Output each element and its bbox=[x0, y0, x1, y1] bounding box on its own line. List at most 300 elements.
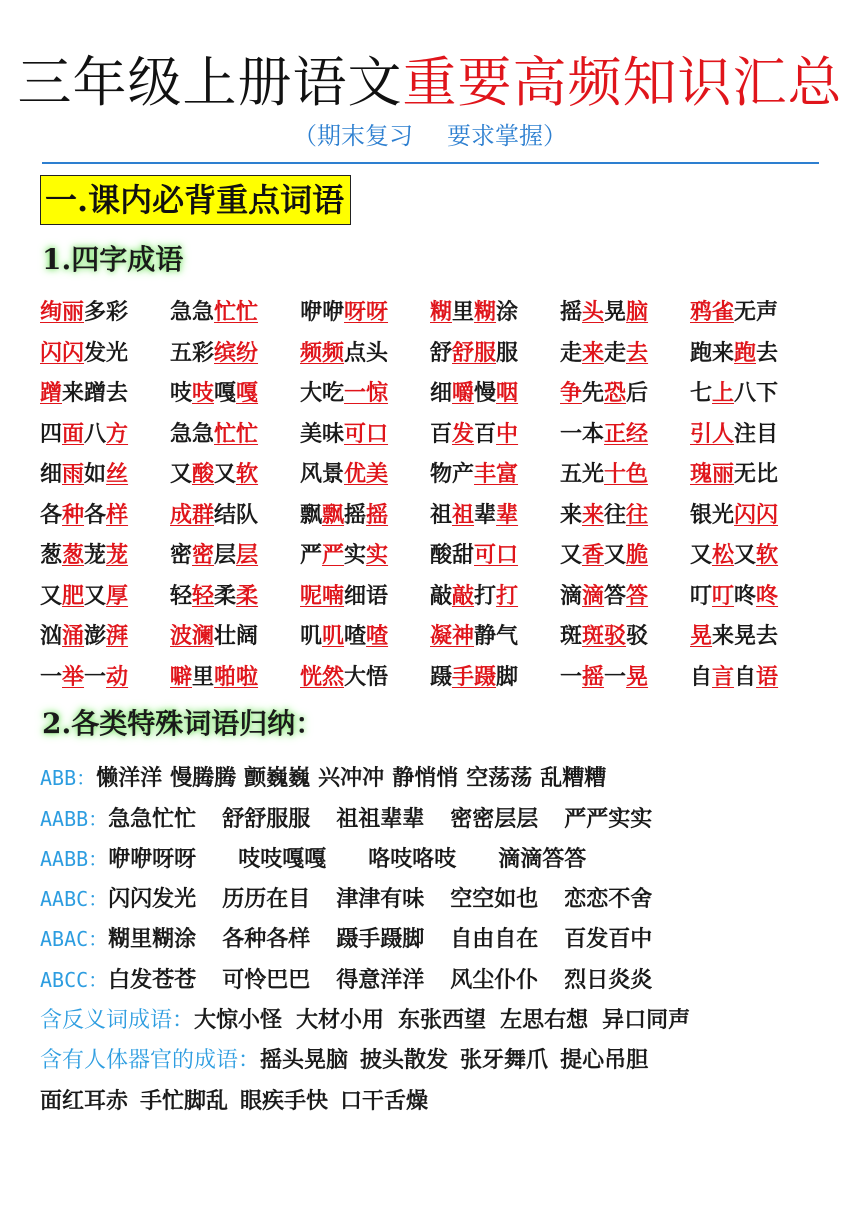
title-divider bbox=[42, 162, 819, 164]
idiom-row bbox=[40, 576, 830, 617]
idiom-cell bbox=[560, 657, 690, 698]
idiom-cell bbox=[560, 454, 690, 495]
idiom-key-chars: 正经 bbox=[604, 420, 649, 447]
idiom-chars: 喳 bbox=[344, 623, 367, 649]
idiom-row bbox=[40, 535, 830, 576]
idiom-chars: 葱 bbox=[40, 542, 63, 568]
idiom-cell bbox=[690, 657, 820, 698]
idiom-chars: 美味 bbox=[300, 420, 345, 447]
idiom-chars: 一 bbox=[84, 663, 107, 690]
subheading-four-char-idioms: 1.四字成语 bbox=[42, 243, 184, 276]
idiom-key-chars: 蹭 bbox=[40, 380, 63, 406]
idiom-chars: 百 bbox=[430, 420, 453, 447]
idiom-key-chars: 恍然 bbox=[300, 663, 345, 690]
idiom-chars: 去 bbox=[756, 339, 779, 366]
subtitle-right: 要求掌握） bbox=[447, 122, 567, 150]
idiom-key-chars: 厚 bbox=[106, 582, 129, 609]
idiom-key-chars: 缤纷 bbox=[214, 339, 259, 366]
idiom-cell bbox=[300, 373, 430, 414]
idiom-key-chars: 柔 bbox=[236, 582, 259, 609]
idiom-key-chars: 香 bbox=[582, 542, 605, 568]
category-word: 乱糟糟 bbox=[540, 765, 607, 791]
category-label: ABCC： bbox=[40, 968, 109, 992]
category-word: 慢腾腾 bbox=[170, 765, 237, 791]
idiom-key-chars: 丝 bbox=[106, 461, 129, 487]
idiom-cell bbox=[560, 333, 690, 374]
section-heading-1: 一.课内必背重点词语 bbox=[40, 175, 351, 225]
idiom-chars: 走 bbox=[560, 339, 583, 366]
category-word: 烈日炎炎 bbox=[564, 967, 653, 993]
idiom-chars: 柔 bbox=[214, 582, 237, 609]
idiom-key-chars: 嘎 bbox=[236, 380, 259, 406]
category-word: 口干舌燥 bbox=[340, 1088, 429, 1114]
idiom-chars: 四 bbox=[40, 420, 63, 447]
idiom-cell bbox=[300, 495, 430, 536]
idiom-chars: 又 bbox=[170, 461, 193, 487]
idiom-chars: 各 bbox=[84, 501, 107, 528]
idiom-key-chars: 啪啦 bbox=[214, 663, 259, 690]
idiom-chars: 蹑 bbox=[430, 663, 453, 690]
idiom-chars: 细 bbox=[40, 461, 63, 487]
idiom-chars: 又 bbox=[690, 542, 713, 568]
idiom-key-chars: 恐 bbox=[604, 380, 627, 406]
idiom-chars: 敲 bbox=[430, 582, 453, 609]
category-word: 祖祖辈辈 bbox=[336, 806, 425, 832]
idiom-chars: 无声 bbox=[734, 299, 779, 325]
idiom-key-chars: 答 bbox=[626, 582, 649, 609]
idiom-chars: 多彩 bbox=[84, 299, 129, 325]
idiom-chars: 又 bbox=[40, 582, 63, 609]
idiom-chars: 八 bbox=[84, 420, 107, 447]
idiom-key-chars: 斑驳 bbox=[582, 623, 627, 649]
idiom-chars: 斑 bbox=[560, 623, 583, 649]
idiom-chars: 吱 bbox=[170, 380, 193, 406]
idiom-chars: 叽 bbox=[300, 623, 323, 649]
title-black: 三年级上册语文 bbox=[17, 51, 403, 114]
idiom-cell bbox=[170, 495, 300, 536]
idiom-key-chars: 湃 bbox=[106, 623, 129, 649]
idiom-key-chars: 摇 bbox=[366, 501, 389, 528]
category-label: ABAC： bbox=[40, 927, 109, 951]
idiom-key-chars: 打 bbox=[496, 582, 519, 609]
idiom-key-chars: 喳 bbox=[366, 623, 389, 649]
idiom-chars: 咚 bbox=[734, 582, 757, 609]
idiom-key-chars: 样 bbox=[106, 501, 129, 528]
page-title bbox=[0, 48, 860, 118]
idiom-key-chars: 可口 bbox=[474, 542, 519, 568]
idiom-key-chars: 呢喃 bbox=[300, 582, 345, 609]
category-label: 含有人体器官的成语： bbox=[40, 1048, 261, 1073]
idiom-cell bbox=[690, 414, 820, 455]
idiom-chars: 细语 bbox=[344, 582, 389, 609]
idiom-cell bbox=[690, 333, 820, 374]
idiom-cell bbox=[430, 333, 560, 374]
idiom-cell bbox=[430, 373, 560, 414]
idiom-chars: 点头 bbox=[344, 339, 389, 366]
idiom-chars: 层 bbox=[214, 542, 237, 568]
idiom-chars: 摇 bbox=[344, 501, 367, 528]
idiom-chars: 八下 bbox=[734, 380, 779, 406]
idiom-key-chars: 手蹑 bbox=[452, 663, 497, 690]
idiom-cell bbox=[690, 292, 820, 333]
category-word: 密密层层 bbox=[450, 806, 539, 832]
idiom-key-chars: 上 bbox=[712, 380, 735, 406]
category-word: 懒洋洋 bbox=[96, 765, 163, 791]
category-word: 眼疾手快 bbox=[240, 1088, 329, 1114]
idiom-cell bbox=[170, 616, 300, 657]
idiom-chars: 银光 bbox=[690, 501, 735, 528]
idiom-chars: 大悟 bbox=[344, 663, 389, 690]
idiom-chars: 注目 bbox=[734, 420, 779, 447]
idiom-key-chars: 争 bbox=[560, 380, 583, 406]
idiom-key-chars: 往 bbox=[626, 501, 649, 528]
idiom-chars: 一 bbox=[560, 663, 583, 690]
idiom-chars: 后 bbox=[626, 380, 649, 406]
idiom-row bbox=[40, 292, 830, 333]
idiom-key-chars: 酸 bbox=[192, 461, 215, 487]
idiom-cell bbox=[560, 373, 690, 414]
idiom-cell bbox=[40, 535, 170, 576]
idiom-chars: 物产 bbox=[430, 461, 475, 487]
idiom-chars: 风景 bbox=[300, 461, 345, 487]
idiom-cell bbox=[560, 495, 690, 536]
idiom-row bbox=[40, 495, 830, 536]
idiom-chars: 叮 bbox=[690, 582, 713, 609]
category-line bbox=[40, 758, 830, 798]
idiom-chars: 自 bbox=[690, 663, 713, 690]
category-word: 颤巍巍 bbox=[244, 765, 311, 791]
idiom-key-chars: 鸦雀 bbox=[690, 299, 735, 325]
idiom-cell bbox=[690, 535, 820, 576]
category-word: 可怜巴巴 bbox=[222, 967, 311, 993]
idiom-key-chars: 肥 bbox=[62, 582, 85, 609]
idiom-chars: 大吃 bbox=[300, 380, 345, 406]
idiom-key-chars: 严 bbox=[322, 542, 345, 568]
idiom-chars: 一 bbox=[40, 663, 63, 690]
category-line bbox=[40, 960, 830, 1000]
idiom-cell bbox=[690, 454, 820, 495]
idiom-cell bbox=[300, 454, 430, 495]
idiom-key-chars: 闪闪 bbox=[734, 501, 779, 528]
idiom-chars: 五彩 bbox=[170, 339, 215, 366]
idiom-chars: 七 bbox=[690, 380, 713, 406]
category-word: 滴滴答答 bbox=[498, 846, 587, 872]
category-word: 摇头晃脑 bbox=[260, 1047, 349, 1073]
idiom-chars: 实 bbox=[344, 542, 367, 568]
idiom-cell bbox=[560, 616, 690, 657]
idiom-cell bbox=[300, 292, 430, 333]
category-word: 大惊小怪 bbox=[194, 1007, 283, 1033]
idiom-chars: 嘎 bbox=[214, 380, 237, 406]
idiom-chars: 五光 bbox=[560, 461, 605, 487]
idiom-key-chars: 动 bbox=[106, 663, 129, 690]
idiom-cell bbox=[170, 657, 300, 698]
idiom-chars: 祖 bbox=[430, 501, 453, 528]
idiom-key-chars: 波澜 bbox=[170, 623, 215, 649]
idiom-key-chars: 来 bbox=[582, 339, 605, 366]
idiom-chars: 结队 bbox=[214, 501, 259, 528]
idiom-chars: 壮阔 bbox=[214, 623, 259, 649]
idiom-cell bbox=[300, 576, 430, 617]
category-word: 白发苍苍 bbox=[108, 967, 197, 993]
idiom-cell bbox=[690, 495, 820, 536]
idiom-key-chars: 面 bbox=[62, 420, 85, 447]
subtitle-left: （期末复习 bbox=[293, 122, 413, 150]
idiom-key-chars: 滴 bbox=[582, 582, 605, 609]
idiom-key-chars: 中 bbox=[496, 420, 519, 447]
category-line bbox=[40, 919, 830, 959]
idiom-key-chars: 晃 bbox=[690, 623, 713, 649]
idiom-cell bbox=[40, 373, 170, 414]
idiom-key-chars: 晃 bbox=[626, 663, 649, 690]
idiom-cell bbox=[300, 657, 430, 698]
idiom-chars: 各 bbox=[40, 501, 63, 528]
idiom-key-chars: 发 bbox=[452, 420, 475, 447]
idiom-key-chars: 脆 bbox=[626, 542, 649, 568]
idiom-chars: 急急 bbox=[170, 420, 215, 447]
idiom-chars: 来晃去 bbox=[712, 623, 779, 649]
idiom-cell bbox=[300, 333, 430, 374]
idiom-chars: 走 bbox=[604, 339, 627, 366]
idiom-chars: 如 bbox=[84, 461, 107, 487]
category-word: 异口同声 bbox=[602, 1007, 691, 1033]
idiom-key-chars: 种 bbox=[62, 501, 85, 528]
idiom-key-chars: 跑 bbox=[734, 339, 757, 366]
idiom-chars: 里 bbox=[452, 299, 475, 325]
idiom-chars: 咿咿 bbox=[300, 299, 345, 325]
category-line bbox=[40, 1040, 830, 1081]
category-word: 兴冲冲 bbox=[318, 765, 385, 791]
category-word: 空空如也 bbox=[450, 886, 539, 912]
idiom-chars: 无比 bbox=[734, 461, 779, 487]
category-word: 提心吊胆 bbox=[560, 1047, 649, 1073]
idiom-row bbox=[40, 454, 830, 495]
category-word: 蹑手蹑脚 bbox=[336, 926, 425, 952]
idiom-key-chars: 吱 bbox=[192, 380, 215, 406]
idiom-chars: 一本 bbox=[560, 420, 605, 447]
idiom-key-chars: 软 bbox=[236, 461, 259, 487]
idiom-chars: 静气 bbox=[474, 623, 519, 649]
idiom-grid bbox=[40, 292, 830, 697]
idiom-key-chars: 语 bbox=[756, 663, 779, 690]
idiom-key-chars: 糊 bbox=[474, 299, 497, 325]
category-word: 大材小用 bbox=[296, 1007, 385, 1033]
category-word: 左思右想 bbox=[500, 1007, 589, 1033]
idiom-chars: 又 bbox=[604, 542, 627, 568]
idiom-key-chars: 涌 bbox=[62, 623, 85, 649]
idiom-cell bbox=[690, 373, 820, 414]
idiom-chars: 舒 bbox=[430, 339, 453, 366]
category-label: ABB： bbox=[40, 766, 97, 790]
category-word: 披头散发 bbox=[360, 1047, 449, 1073]
idiom-chars: 茏 bbox=[84, 542, 107, 568]
idiom-chars: 来 bbox=[560, 501, 583, 528]
idiom-cell bbox=[430, 657, 560, 698]
idiom-chars: 又 bbox=[84, 582, 107, 609]
idiom-key-chars: 软 bbox=[756, 542, 779, 568]
idiom-chars: 滴 bbox=[560, 582, 583, 609]
idiom-cell bbox=[40, 576, 170, 617]
idiom-chars: 慢 bbox=[474, 380, 497, 406]
category-word: 咯吱咯吱 bbox=[368, 846, 457, 872]
category-word: 糊里糊涂 bbox=[108, 926, 197, 952]
idiom-key-chars: 引人 bbox=[690, 420, 735, 447]
idiom-cell bbox=[40, 616, 170, 657]
idiom-key-chars: 糊 bbox=[430, 299, 453, 325]
idiom-cell bbox=[430, 616, 560, 657]
category-word: 各种各样 bbox=[222, 926, 311, 952]
idiom-key-chars: 频频 bbox=[300, 339, 345, 366]
idiom-cell bbox=[430, 292, 560, 333]
idiom-key-chars: 十色 bbox=[604, 461, 649, 487]
idiom-cell bbox=[690, 576, 820, 617]
idiom-chars: 百 bbox=[474, 420, 497, 447]
category-word: 面红耳赤 bbox=[40, 1088, 129, 1114]
idiom-chars: 又 bbox=[734, 542, 757, 568]
idiom-chars: 跑来 bbox=[690, 339, 735, 366]
idiom-key-chars: 来 bbox=[582, 501, 605, 528]
idiom-key-chars: 轻 bbox=[192, 582, 215, 609]
idiom-row bbox=[40, 333, 830, 374]
idiom-cell bbox=[560, 414, 690, 455]
idiom-cell bbox=[40, 454, 170, 495]
idiom-cell bbox=[170, 373, 300, 414]
category-word: 静悄悄 bbox=[392, 765, 459, 791]
subheading-special-words: 2.各类特殊词语归纳： bbox=[42, 707, 324, 740]
category-word: 东张西望 bbox=[398, 1007, 487, 1033]
idiom-key-chars: 去 bbox=[626, 339, 649, 366]
idiom-cell bbox=[170, 333, 300, 374]
idiom-chars: 一 bbox=[604, 663, 627, 690]
idiom-cell bbox=[430, 576, 560, 617]
idiom-key-chars: 凝神 bbox=[430, 623, 475, 649]
idiom-cell bbox=[560, 535, 690, 576]
category-label: AABB： bbox=[40, 847, 109, 871]
idiom-cell bbox=[560, 292, 690, 333]
idiom-key-chars: 举 bbox=[62, 663, 85, 690]
category-word: 自由自在 bbox=[450, 926, 539, 952]
category-word: 历历在目 bbox=[222, 886, 311, 912]
idiom-cell bbox=[300, 414, 430, 455]
idiom-cell bbox=[430, 495, 560, 536]
idiom-chars: 驳 bbox=[626, 623, 649, 649]
category-word: 闪闪发光 bbox=[108, 886, 197, 912]
idiom-chars: 严 bbox=[300, 542, 323, 568]
idiom-key-chars: 一惊 bbox=[344, 380, 389, 406]
idiom-chars: 急急 bbox=[170, 299, 215, 325]
idiom-key-chars: 成群 bbox=[170, 501, 215, 528]
idiom-chars: 又 bbox=[560, 542, 583, 568]
category-word: 张牙舞爪 bbox=[460, 1047, 549, 1073]
idiom-key-chars: 嚼 bbox=[452, 380, 475, 406]
idiom-key-chars: 舒服 bbox=[452, 339, 497, 366]
category-line bbox=[40, 799, 830, 839]
category-word: 风尘仆仆 bbox=[450, 967, 539, 993]
idiom-chars: 涂 bbox=[496, 299, 519, 325]
idiom-key-chars: 言 bbox=[712, 663, 735, 690]
idiom-key-chars: 葱 bbox=[62, 542, 85, 568]
idiom-chars: 酸甜 bbox=[430, 542, 475, 568]
category-word: 空荡荡 bbox=[466, 765, 533, 791]
idiom-cell bbox=[430, 535, 560, 576]
idiom-chars: 来蹭去 bbox=[62, 380, 129, 406]
idiom-key-chars: 闪闪 bbox=[40, 339, 85, 366]
idiom-key-chars: 叮 bbox=[712, 582, 735, 609]
idiom-chars: 晃 bbox=[604, 299, 627, 325]
idiom-cell bbox=[40, 333, 170, 374]
idiom-key-chars: 飘 bbox=[322, 501, 345, 528]
idiom-cell bbox=[40, 657, 170, 698]
idiom-chars: 往 bbox=[604, 501, 627, 528]
idiom-key-chars: 祖 bbox=[452, 501, 475, 528]
idiom-cell bbox=[170, 535, 300, 576]
idiom-cell bbox=[40, 414, 170, 455]
idiom-key-chars: 辈 bbox=[496, 501, 519, 528]
idiom-key-chars: 摇 bbox=[582, 663, 605, 690]
idiom-chars: 轻 bbox=[170, 582, 193, 609]
idiom-cell bbox=[170, 292, 300, 333]
category-word: 吱吱嘎嘎 bbox=[238, 846, 327, 872]
idiom-chars: 汹 bbox=[40, 623, 63, 649]
idiom-key-chars: 雨 bbox=[62, 461, 85, 487]
idiom-key-chars: 层 bbox=[236, 542, 259, 568]
idiom-key-chars: 可口 bbox=[344, 420, 389, 447]
idiom-chars: 服 bbox=[496, 339, 519, 366]
idiom-key-chars: 优美 bbox=[344, 461, 389, 487]
idiom-chars: 摇 bbox=[560, 299, 583, 325]
category-word: 津津有味 bbox=[336, 886, 425, 912]
idiom-chars: 细 bbox=[430, 380, 453, 406]
idiom-row bbox=[40, 616, 830, 657]
idiom-key-chars: 丰富 bbox=[474, 461, 519, 487]
idiom-chars: 脚 bbox=[496, 663, 519, 690]
idiom-key-chars: 呀呀 bbox=[344, 299, 389, 325]
idiom-chars: 飘 bbox=[300, 501, 323, 528]
idiom-chars: 发光 bbox=[84, 339, 129, 366]
idiom-row bbox=[40, 414, 830, 455]
idiom-key-chars: 叽 bbox=[322, 623, 345, 649]
idiom-key-chars: 方 bbox=[106, 420, 129, 447]
idiom-chars: 先 bbox=[582, 380, 605, 406]
idiom-cell bbox=[170, 454, 300, 495]
idiom-key-chars: 忙忙 bbox=[214, 420, 259, 447]
idiom-chars: 答 bbox=[604, 582, 627, 609]
category-label: AABC： bbox=[40, 887, 109, 911]
category-label: AABB： bbox=[40, 807, 109, 831]
category-word: 咿咿呀呀 bbox=[108, 846, 197, 872]
idiom-cell bbox=[690, 616, 820, 657]
idiom-row bbox=[40, 373, 830, 414]
category-word: 百发百中 bbox=[564, 926, 653, 952]
idiom-key-chars: 绚丽 bbox=[40, 299, 85, 325]
idiom-key-chars: 瑰丽 bbox=[690, 461, 735, 487]
idiom-cell bbox=[40, 495, 170, 536]
idiom-cell bbox=[300, 616, 430, 657]
idiom-cell bbox=[40, 292, 170, 333]
category-line bbox=[40, 879, 830, 919]
idiom-key-chars: 脑 bbox=[626, 299, 649, 325]
idiom-chars: 澎 bbox=[84, 623, 107, 649]
idiom-cell bbox=[170, 576, 300, 617]
category-word: 严严实实 bbox=[564, 806, 653, 832]
idiom-chars: 自 bbox=[734, 663, 757, 690]
idiom-cell bbox=[560, 576, 690, 617]
idiom-key-chars: 咚 bbox=[756, 582, 779, 609]
idiom-key-chars: 茏 bbox=[106, 542, 129, 568]
idiom-cell bbox=[300, 535, 430, 576]
title-red: 重要高频知识汇总 bbox=[402, 51, 843, 114]
idiom-key-chars: 密 bbox=[192, 542, 215, 568]
